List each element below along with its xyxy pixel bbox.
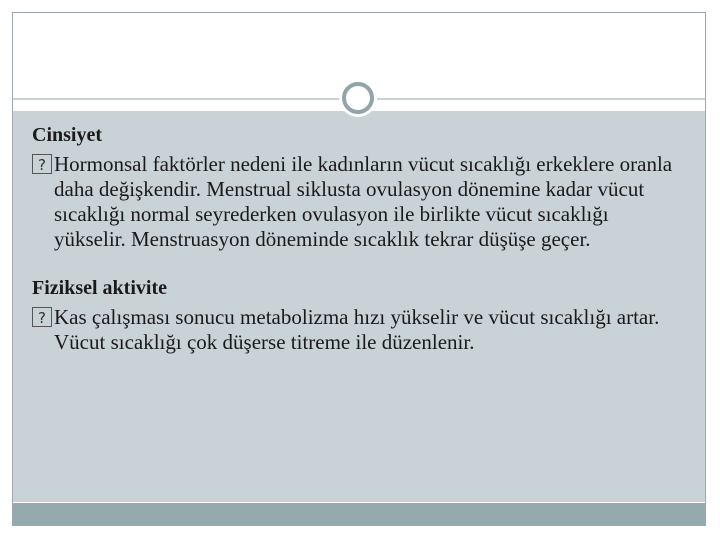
bullet-box-icon xyxy=(32,154,52,174)
ring-icon xyxy=(342,82,374,114)
bullet-text-fiziksel-aktivite: Kas çalışması sonucu metabolizma hızı yükselir ve vücut sıcaklığı artar. Vücut sıcaklığı çok düşerse titreme ile düzenlenir. xyxy=(54,305,660,354)
section-spacer xyxy=(32,252,682,275)
bullet-text-cinsiyet: Hormonsal faktörler nedeni ile kadınların vücut sıcaklığı erkeklere oranla daha değişkendir. Menstrual siklusta ovulasyon dönemine kadar vücut sıcaklığı normal seyrederken ovulasyon ile birlikte vücut sıcaklığı yükselir. Menstruasyon döneminde sıcaklık tekrar düşüşe geçer. xyxy=(54,152,673,251)
bullet-paragraph-cinsiyet xyxy=(32,152,682,252)
bullet-box-icon xyxy=(32,307,52,327)
slide-content xyxy=(32,122,682,355)
section-heading-fiziksel-aktivite: Fiziksel aktivite xyxy=(32,277,167,299)
section-heading-cinsiyet: Cinsiyet xyxy=(32,124,102,146)
circle-ornament-icon xyxy=(339,79,377,117)
bullet-paragraph-fiziksel-aktivite xyxy=(32,305,682,355)
footer-bar xyxy=(13,503,705,525)
